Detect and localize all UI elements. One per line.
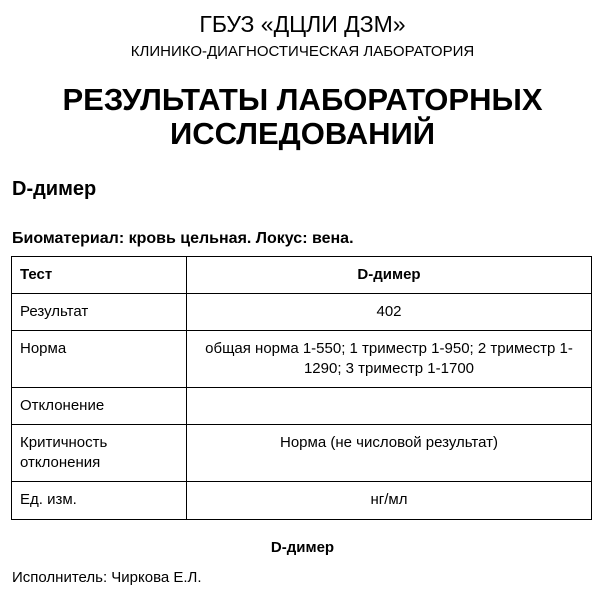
table-row-criticality [12,425,592,482]
table-row-deviation [12,388,592,425]
footer-test-name: D-димер [270,539,335,556]
row-label: Тест [12,257,187,294]
table-row-norm [12,331,592,388]
row-label: Норма [12,331,187,388]
row-label: Отклонение [12,388,187,425]
table-row-unit [12,482,592,520]
row-label: Результат [12,294,187,331]
table-row-test [12,257,592,294]
row-value: нг/мл [187,482,592,520]
row-value: Норма (не числовой результат) [187,425,592,482]
test-heading: D-димер [12,178,97,200]
organization-subtitle: КЛИНИКО-ДИАГНОСТИЧЕСКАЯ ЛАБОРАТОРИЯ [130,43,475,60]
row-label: Критичность отклонения [12,425,187,482]
biomaterial-info: Биоматериал: кровь цельная. Локус: вена. [12,230,354,247]
row-label: Ед. изм. [12,482,187,520]
document-title: РЕЗУЛЬТАТЫ ЛАБОРАТОРНЫХ ИССЛЕДОВАНИЙ [62,82,543,151]
results-table [11,256,592,520]
executor-line: Исполнитель: Чиркова Е.Л. [12,569,202,586]
organization-name: ГБУЗ «ДЦЛИ ДЗМ» [199,11,406,37]
row-value: 402 [187,294,592,331]
row-value: общая норма 1-550; 1 триместр 1-950; 2 триместр 1-1290; 3 триместр 1-1700 [187,331,592,388]
row-value: D-димер [187,257,592,294]
row-value [187,388,592,425]
table-row-result [12,294,592,331]
